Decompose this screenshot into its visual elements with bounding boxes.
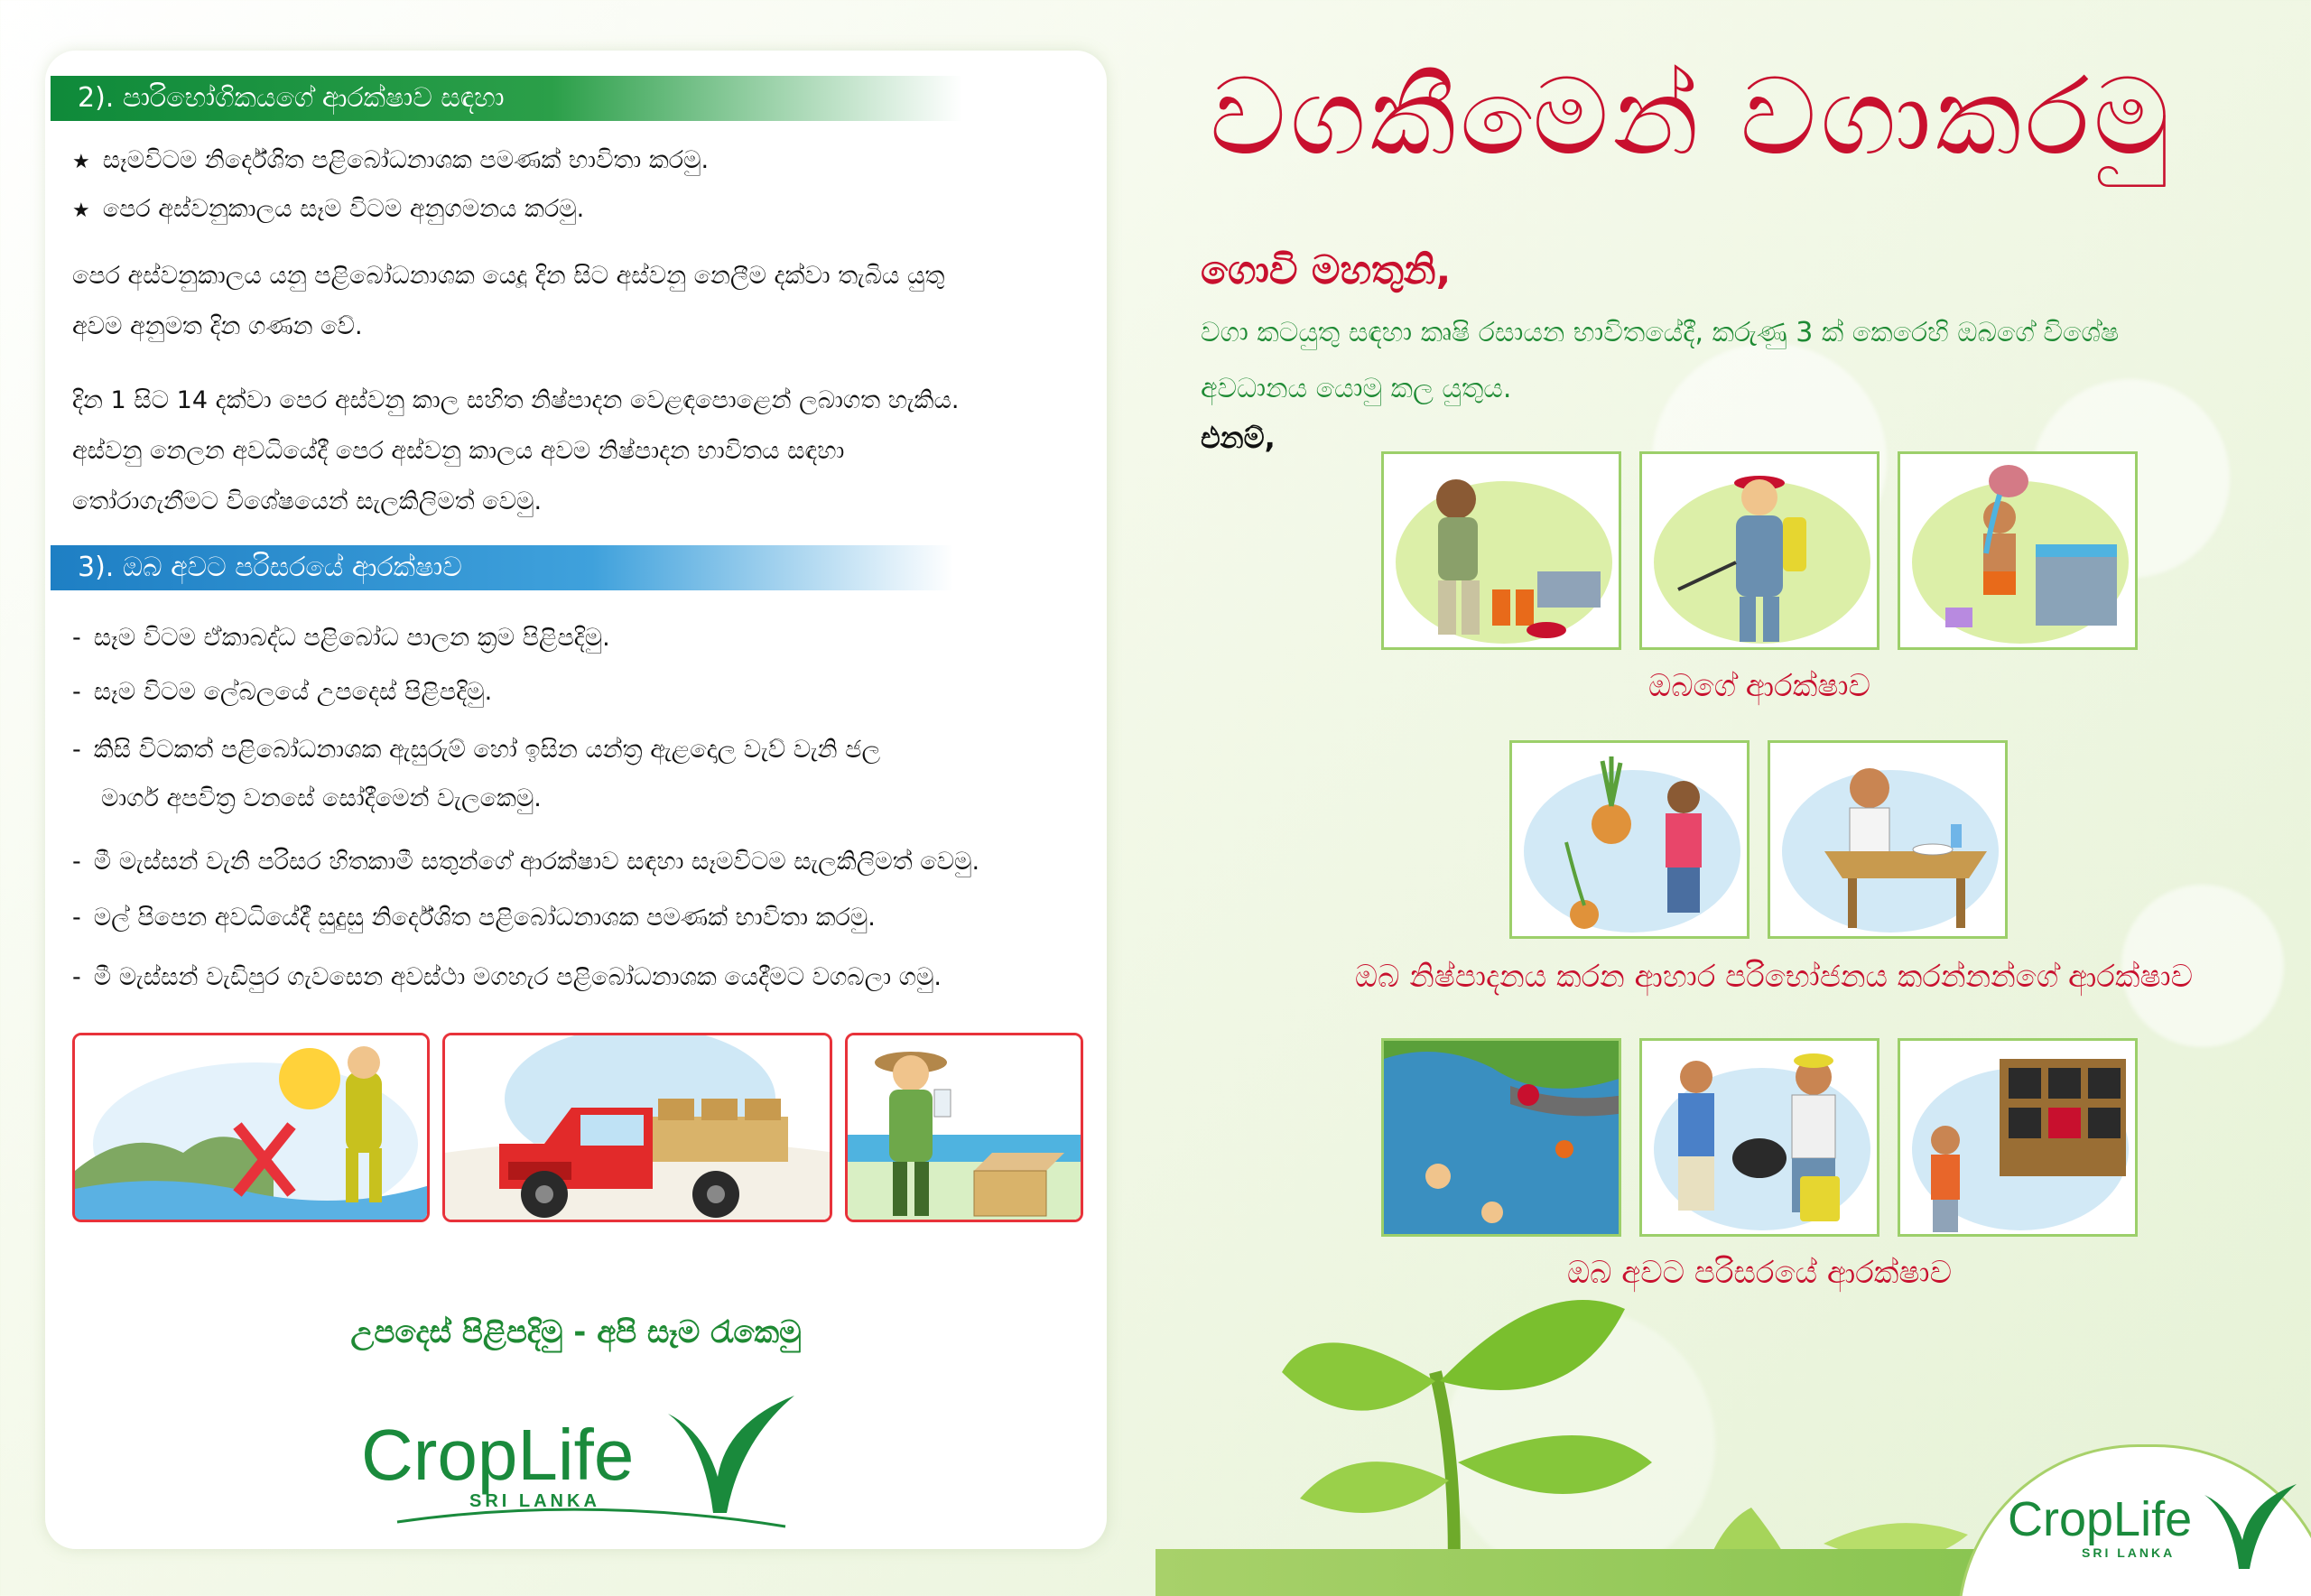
illustration-no-spraying-near-water <box>72 1033 430 1222</box>
list-item: - කිසි විටකත් පළිබෝධනාශක ඇසුරුම් හෝ ඉසින යන්ත්‍ර ඇළදොල වැව් වැනි ජල <box>72 736 881 764</box>
illustration-polluted-water <box>1381 1038 1621 1237</box>
list-item: - මී මැස්සන් වැනි පරිසර හිතකාමී සතුන්ගේ ආරක්ෂාව සඳහා සෑමවිටම සැලකිලිමත් වෙමු. <box>72 848 980 876</box>
intro-text: වගා කටයුතු සඳහා කෘෂි රසායන භාවිතයේදී, කරුණු 3 ක් කෙරෙහි ඔබගේ විශේෂ අවධානය යොමු කල යුතුය. <box>1201 317 2120 404</box>
croplife-logo <box>361 1378 812 1540</box>
croplife-logo-right <box>1995 1470 2302 1587</box>
caption-environment-safety: ඔබ අවට පරිසරයේ ආරක්ෂාව <box>1566 1255 1953 1291</box>
list-item: මාර්ග අපවිත්‍ර වනසේ සෝදීමෙන් වැලකෙමු. <box>101 784 542 812</box>
paragraph-products: දින 1 සිට 14 දක්වා පෙර අස්වනු කාල සහිත නිෂ්පාදන වෙළඳපොළෙන් ලබාගත හැකිය. අස්වනු නෙලන අවධියේදී පෙර අස්වනු කාලය අවම නිෂ්පාදන භාවිතය සඳහා තෝරාගැනීමට විශේෂයෙන් සැලකිලිමත් වෙමු. <box>72 386 960 515</box>
caption-consumer-safety: ඔබ නිෂ්පාදනය කරන ආහාර පරිභෝජනය කරන්නන්ගේ ආරක්ෂාව <box>1354 959 2194 995</box>
thus-label: එනම්, <box>1201 421 1276 455</box>
illustration-person-eating <box>1768 740 2008 939</box>
paragraph-definition: පෙර අස්වනුකාලය යනු පළිබෝධනාශක යෙදූ දින සිට අස්වනු නෙලීම දක්වා තැබිය යුතු අවම අනුමත දින ගණන වේ. <box>72 262 945 340</box>
greeting: ගොවි මහතුනි, <box>1201 247 1452 293</box>
illustration-protective-clothing <box>1381 451 1621 650</box>
illustration-locked-storage <box>1898 1038 2138 1237</box>
list-item: - මල් පිපෙන අවධියේදී සුදුසු නිර්දේශිත පළිබෝධනාශක පමණක් භාවිතා කරමු. <box>72 904 876 932</box>
caption-your-safety: ඔබගේ ආරක්ෂාව <box>1648 668 1870 704</box>
illustration-farmer-with-packaging <box>845 1033 1083 1222</box>
illustration-washing-after-work <box>1898 451 2138 650</box>
logo-wordmark: CropLife <box>2008 1492 2193 1546</box>
list-item: - සෑම විටම ඒකාබද්ධ පළිබෝධ පාලන ක්‍රම පිළිපදිමු. <box>72 624 610 652</box>
slogan: උපදෙස් පිළිපදිමු - අපි සෑම රැකෙමු <box>350 1314 802 1350</box>
logo-country: SRI LANKA <box>469 1491 600 1511</box>
illustration-onion-harvest <box>1509 740 1749 939</box>
star-bullet-icon: ★ <box>72 151 90 173</box>
left-panel <box>45 51 1107 1549</box>
bullet-item: ★ පෙර අස්වනුකාලය සෑම විටම අනුගමනය කරමු. <box>72 195 585 223</box>
illustration-proper-disposal <box>1639 1038 1879 1237</box>
list-item: - සෑම විටම ලේබලයේ උපදෙස් පිළිපදිමු. <box>72 678 493 706</box>
logo-country: SRI LANKA <box>2082 1545 2176 1560</box>
section-3-heading: 3). ඔබ අවට පරිසරයේ ආරක්ෂාව <box>51 545 953 590</box>
illustration-sprayer-in-suit <box>1639 451 1879 650</box>
section-2-heading: 2). පාරිභෝගිකයගේ ආරක්ෂාව සඳහා <box>51 76 962 121</box>
star-bullet-icon: ★ <box>72 200 90 222</box>
main-title: වගකීමෙන් වගාකරමු <box>1210 54 2174 179</box>
illustration-pickup-truck <box>442 1033 832 1222</box>
logo-wordmark: CropLife <box>361 1415 635 1495</box>
bullet-item: ★ සෑමවිටම නිර්දේශිත පළිබෝධනාශක පමණක් භාවිතා කරමු. <box>72 146 710 174</box>
list-item: - මී මැස්සන් වැඩිපුර ගැවසෙන අවස්ථා මගහැර පළිබෝධනාශක යෙදීමට වගබලා ගමු. <box>72 963 942 991</box>
sprout-leaves-decoration <box>1246 1237 2058 1596</box>
